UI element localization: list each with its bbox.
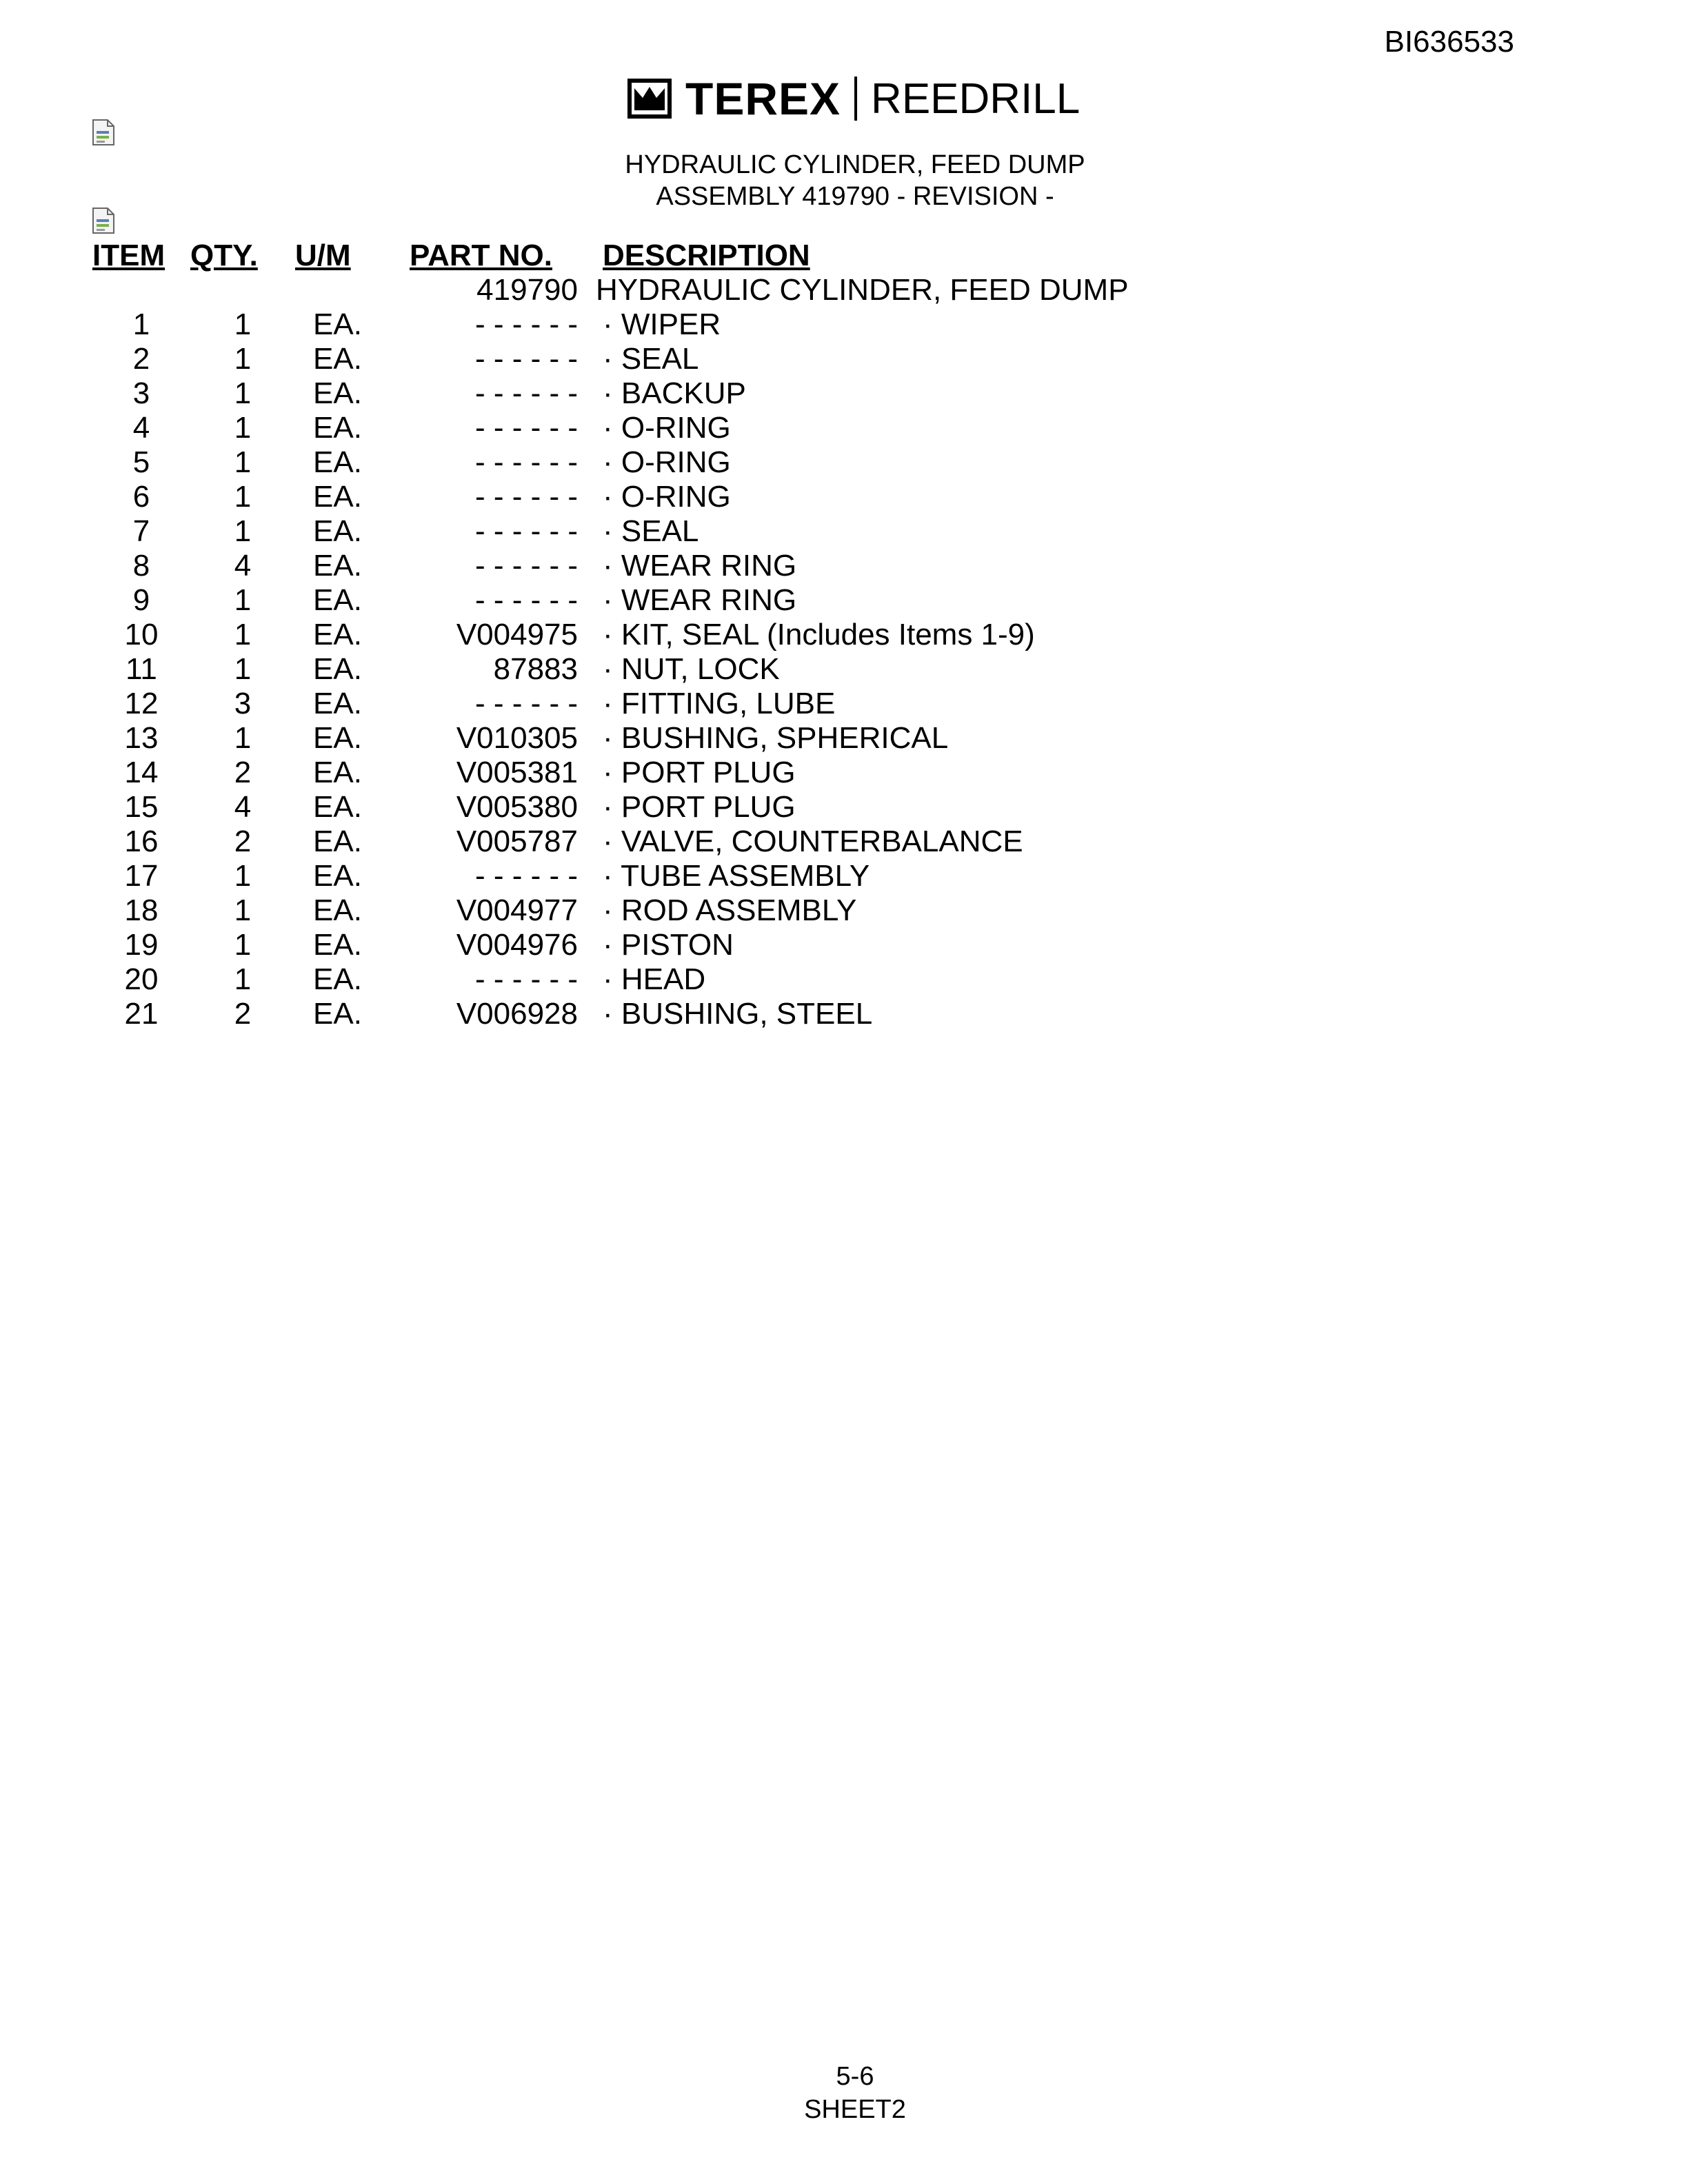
- description: · PORT PLUG: [603, 756, 796, 789]
- quantity: 1: [234, 652, 252, 686]
- unit-of-measure: EA.: [313, 997, 362, 1031]
- description: · O-RING: [603, 480, 731, 514]
- unit-of-measure: EA.: [313, 445, 362, 479]
- quantity: 2: [234, 825, 252, 858]
- quantity: 3: [234, 687, 252, 720]
- table-row: [92, 583, 1129, 618]
- item-number: 17: [124, 859, 159, 893]
- table-row: [92, 790, 1129, 825]
- item-number: 10: [124, 618, 159, 651]
- description: · BUSHING, STEEL: [603, 997, 873, 1031]
- unit-of-measure: EA.: [313, 687, 362, 720]
- part-number: - - - - - -: [474, 376, 578, 410]
- description: · WEAR RING: [603, 549, 797, 583]
- description: · TUBE ASSEMBLY: [603, 859, 870, 893]
- unit-of-measure: EA.: [313, 652, 362, 686]
- table-row: [92, 376, 1129, 411]
- table-row: [92, 480, 1129, 514]
- description: · FITTING, LUBE: [603, 687, 836, 720]
- table-row: [92, 411, 1129, 445]
- brand-subname: REEDRILL: [871, 74, 1081, 123]
- title-line-1: HYDRAULIC CYLINDER, FEED DUMP: [625, 150, 1085, 179]
- item-number: 12: [124, 687, 159, 720]
- table-row: [92, 618, 1129, 652]
- part-number: V004976: [456, 928, 578, 962]
- table-row: [92, 928, 1129, 962]
- quantity: 4: [234, 549, 252, 583]
- quantity: 1: [234, 962, 252, 996]
- part-number: - - - - - -: [474, 687, 578, 720]
- description: · ROD ASSEMBLY: [603, 893, 857, 927]
- quantity: 1: [234, 480, 252, 514]
- quantity: 1: [234, 583, 252, 617]
- unit-of-measure: EA.: [313, 480, 362, 514]
- item-number: 18: [124, 893, 159, 927]
- parts-table: [92, 234, 1129, 1031]
- table-row: [92, 445, 1129, 480]
- item-number: 2: [132, 342, 150, 376]
- unit-of-measure: EA.: [313, 721, 362, 755]
- table-row: [92, 997, 1129, 1031]
- part-number: V005787: [456, 825, 578, 858]
- quantity: 1: [234, 859, 252, 893]
- unit-of-measure: EA.: [313, 583, 362, 617]
- part-number: - - - - - -: [474, 962, 578, 996]
- table-row: [92, 859, 1129, 893]
- item-number: 16: [124, 825, 159, 858]
- brand-divider: [854, 77, 857, 121]
- unit-of-measure: EA.: [313, 342, 362, 376]
- item-number: 1: [132, 307, 150, 341]
- part-number: - - - - - -: [474, 342, 578, 376]
- quantity: 2: [234, 997, 252, 1031]
- description: · WEAR RING: [603, 583, 797, 617]
- table-row: [92, 514, 1129, 549]
- unit-of-measure: EA.: [313, 307, 362, 341]
- part-number: 87883: [493, 652, 578, 686]
- part-number: V004975: [456, 618, 578, 651]
- quantity: 1: [234, 618, 252, 651]
- quantity: 1: [234, 307, 252, 341]
- part-number: - - - - - -: [474, 583, 578, 617]
- brand-name: TEREX: [685, 73, 841, 124]
- item-number: 14: [124, 756, 159, 789]
- quantity: 1: [234, 445, 252, 479]
- quantity: 1: [234, 411, 252, 445]
- part-number: - - - - - -: [474, 549, 578, 583]
- quantity: 1: [234, 721, 252, 755]
- item-number: 20: [124, 962, 159, 996]
- description: · O-RING: [603, 411, 731, 445]
- column-header-part-no: PART NO.: [410, 239, 552, 272]
- description: · HEAD: [603, 962, 706, 996]
- item-number: 7: [132, 514, 150, 548]
- unit-of-measure: EA.: [313, 790, 362, 824]
- item-number: 4: [132, 411, 150, 445]
- description: · PORT PLUG: [603, 790, 796, 824]
- part-number: - - - - - -: [474, 307, 578, 341]
- brand-logo: [626, 74, 1080, 123]
- description: · O-RING: [603, 445, 731, 479]
- table-header-row: [92, 234, 1129, 273]
- unit-of-measure: EA.: [313, 756, 362, 789]
- page-footer: [0, 2060, 1688, 2126]
- assembly-part-no: 419790: [476, 273, 578, 307]
- quantity: 1: [234, 342, 252, 376]
- document-icon[interactable]: [91, 119, 116, 146]
- item-number: 11: [125, 652, 157, 686]
- description: · BACKUP: [603, 376, 746, 410]
- unit-of-measure: EA.: [313, 928, 362, 962]
- item-number: 21: [124, 997, 159, 1031]
- part-number: - - - - - -: [474, 859, 578, 893]
- table-row: [92, 307, 1129, 342]
- table-row: [92, 893, 1129, 928]
- table-row: [92, 549, 1129, 583]
- table-row: [92, 687, 1129, 721]
- quantity: 1: [234, 893, 252, 927]
- item-number: 6: [132, 480, 150, 514]
- quantity: 1: [234, 514, 252, 548]
- table-row: [92, 756, 1129, 790]
- unit-of-measure: EA.: [313, 859, 362, 893]
- unit-of-measure: EA.: [313, 962, 362, 996]
- item-number: 9: [132, 583, 150, 617]
- part-number: - - - - - -: [474, 411, 578, 445]
- column-header-item: ITEM: [92, 239, 165, 272]
- table-row: [92, 962, 1129, 997]
- assembly-description: HYDRAULIC CYLINDER, FEED DUMP: [596, 273, 1129, 307]
- part-number: - - - - - -: [474, 445, 578, 479]
- column-header-description: DESCRIPTION: [603, 239, 810, 272]
- part-number: V006928: [456, 997, 578, 1031]
- unit-of-measure: EA.: [313, 411, 362, 445]
- table-row: [92, 652, 1129, 687]
- description: · SEAL: [603, 514, 699, 548]
- part-number: V004977: [456, 893, 578, 927]
- item-number: 3: [132, 376, 150, 410]
- description: · WIPER: [603, 307, 721, 341]
- description: · VALVE, COUNTERBALANCE: [603, 825, 1023, 858]
- document-title: [0, 149, 1688, 212]
- quantity: 1: [234, 376, 252, 410]
- table-row: [92, 342, 1129, 376]
- page-number: 5-6: [836, 2062, 874, 2091]
- document-id: BI636533: [1384, 25, 1514, 59]
- item-number: 5: [132, 445, 150, 479]
- table-row: [92, 721, 1129, 756]
- unit-of-measure: EA.: [313, 549, 362, 583]
- part-number: V010305: [456, 721, 578, 755]
- quantity: 4: [234, 790, 252, 824]
- part-number: - - - - - -: [474, 480, 578, 514]
- description: · SEAL: [603, 342, 699, 376]
- column-header-qty: QTY.: [190, 239, 258, 272]
- part-number: - - - - - -: [474, 514, 578, 548]
- unit-of-measure: EA.: [313, 376, 362, 410]
- table-row: [92, 825, 1129, 859]
- quantity: 1: [234, 928, 252, 962]
- part-number: V005381: [456, 756, 578, 789]
- terex-crown-icon: [626, 77, 673, 120]
- item-number: 8: [132, 549, 150, 583]
- unit-of-measure: EA.: [313, 514, 362, 548]
- column-header-um: U/M: [295, 239, 351, 272]
- unit-of-measure: EA.: [313, 618, 362, 651]
- item-number: 15: [124, 790, 159, 824]
- item-number: 13: [124, 721, 159, 755]
- part-number: V005380: [456, 790, 578, 824]
- description: · KIT, SEAL (Includes Items 1-9): [603, 618, 1035, 651]
- unit-of-measure: EA.: [313, 825, 362, 858]
- assembly-row: [92, 273, 1129, 307]
- title-line-2: ASSEMBLY 419790 - REVISION -: [656, 182, 1054, 211]
- description: · NUT, LOCK: [603, 652, 780, 686]
- quantity: 2: [234, 756, 252, 789]
- item-number: 19: [124, 928, 159, 962]
- description: · BUSHING, SPHERICAL: [603, 721, 949, 755]
- sheet-label: SHEET2: [804, 2095, 906, 2124]
- unit-of-measure: EA.: [313, 893, 362, 927]
- description: · PISTON: [603, 928, 734, 962]
